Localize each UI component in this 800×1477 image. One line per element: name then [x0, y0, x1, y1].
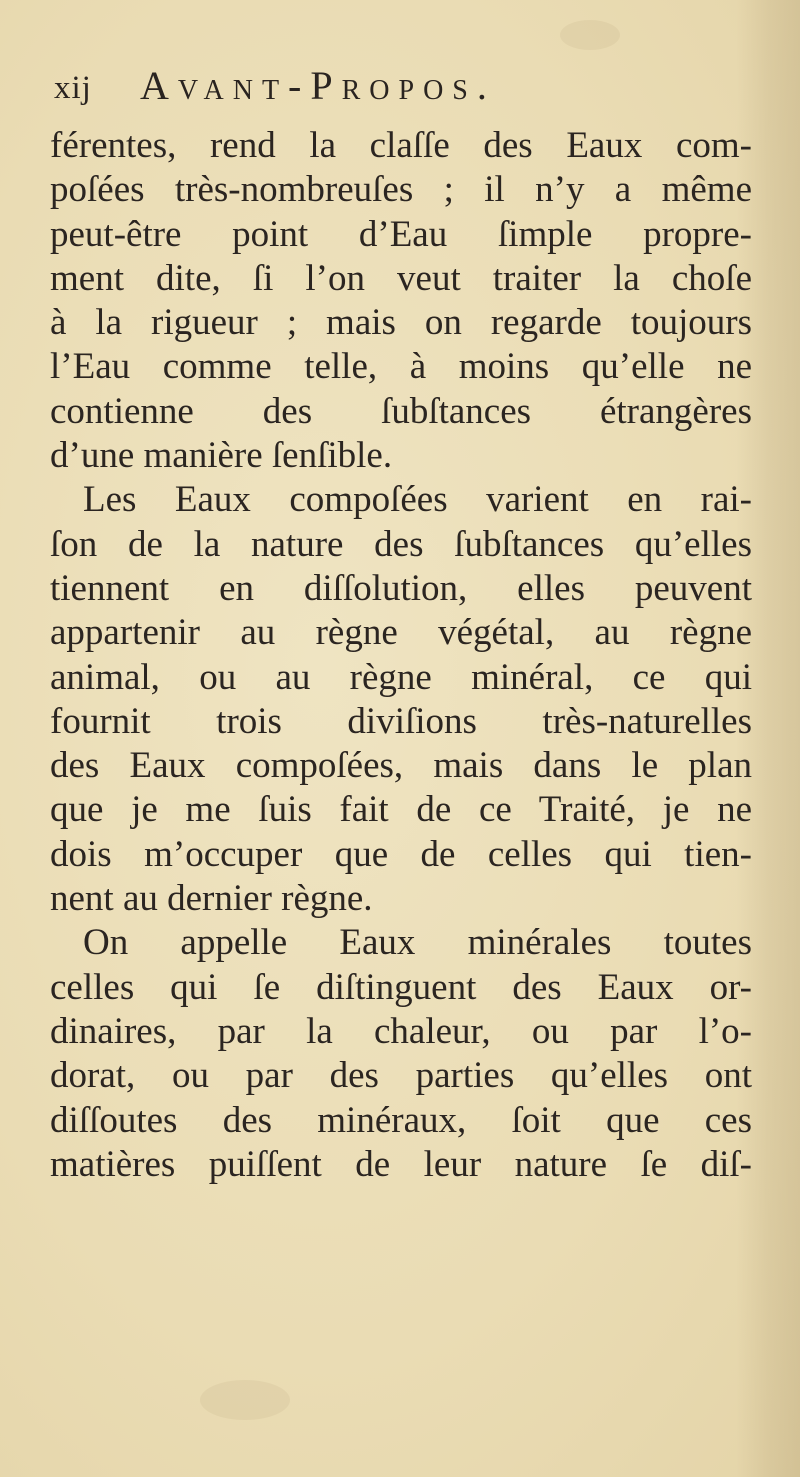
- text-line: ment dite, ſi l’on veut traiter la choſe: [50, 257, 752, 299]
- text-line: celles qui ſe diſtinguent des Eaux or-: [50, 966, 752, 1008]
- text-line: férentes, rend la claſſe des Eaux com-: [50, 125, 752, 166]
- text-line: poſées très-nombreuſes ; il n’y a même: [50, 169, 752, 211]
- text-line: d’une manière ſenſible.: [50, 435, 393, 477]
- page-number: xij: [54, 70, 92, 106]
- text-line: On appelle Eaux minérales toutes: [83, 922, 752, 964]
- text-line: dinaires, par la chaleur, ou par l’o-: [50, 1010, 752, 1052]
- running-title: Avant-Propos.: [140, 63, 496, 108]
- page-header: [54, 62, 754, 112]
- text-line: peut-être point d’Eau ſimple propre-: [50, 213, 752, 255]
- text-line: que je me ſuis fait de ce Traité, je ne: [50, 789, 752, 831]
- text-line: dois m’occuper que de celles qui tien-: [50, 833, 752, 875]
- body-text: [50, 124, 752, 1187]
- text-line: des Eaux compoſées, mais dans le plan: [50, 745, 752, 787]
- text-line: appartenir au règne végétal, au règne: [50, 612, 752, 654]
- text-line: nent au dernier règne.: [50, 878, 373, 920]
- text-line: Les Eaux compoſées varient en rai-: [83, 479, 752, 521]
- text-line: ſon de la nature des ſubſtances qu’elles: [50, 523, 752, 565]
- paper-stain: [200, 1380, 290, 1420]
- text-line: à la rigueur ; mais on regarde toujours: [50, 302, 752, 344]
- text-line: l’Eau comme telle, à moins qu’elle ne: [50, 346, 752, 388]
- text-line: diſſoutes des minéraux, ſoit que ces: [50, 1099, 752, 1141]
- text-line: fournit trois diviſions très-naturelles: [50, 700, 752, 742]
- text-line: contienne des ſubſtances étrangères: [50, 390, 752, 432]
- paper-stain: [560, 20, 620, 50]
- text-line: tiennent en diſſolution, elles peuvent: [50, 567, 752, 609]
- text-line: matières puiſſent de leur nature ſe diſ-: [50, 1143, 752, 1185]
- text-line: animal, ou au règne minéral, ce qui: [50, 656, 752, 698]
- text-line: dorat, ou par des parties qu’elles ont: [50, 1055, 752, 1097]
